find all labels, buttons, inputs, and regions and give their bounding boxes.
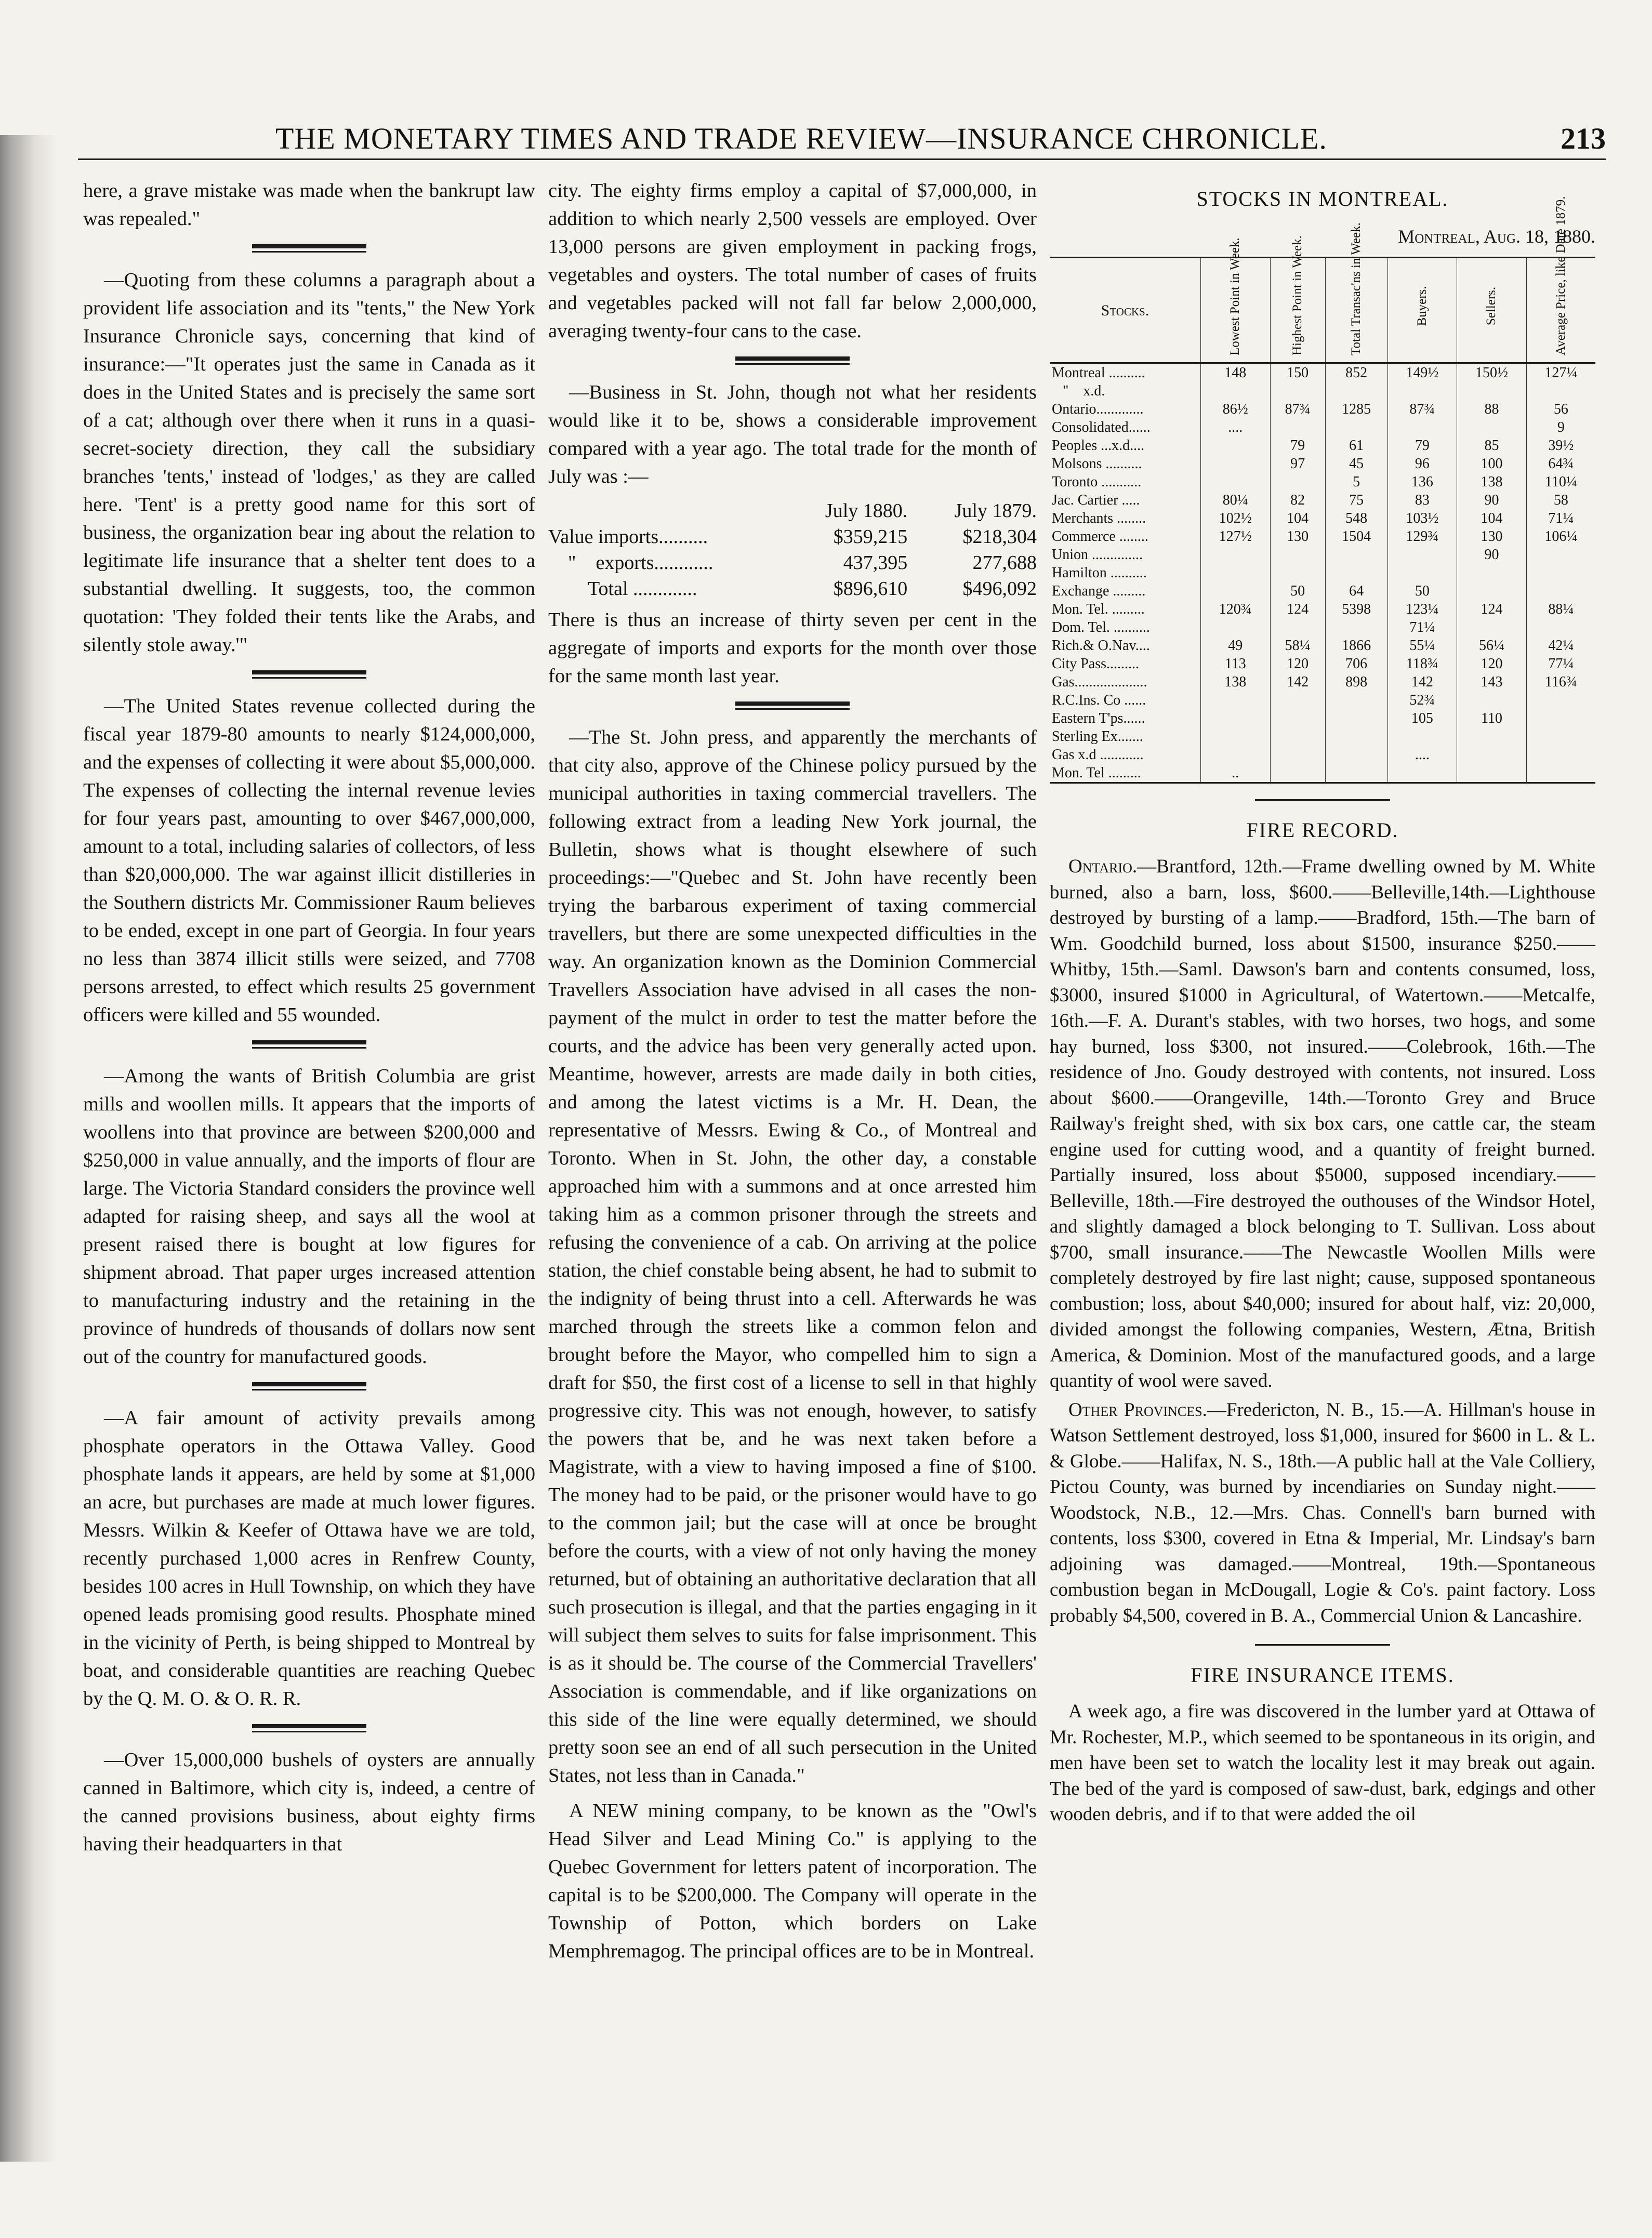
stock-value: 105: [1387, 709, 1457, 727]
trade-table: [548, 498, 1037, 602]
section-divider: [252, 1040, 366, 1049]
stock-name: Hamilton ..........: [1052, 565, 1147, 581]
trade-col-b: July 1879.: [954, 500, 1037, 522]
stock-row: [1050, 600, 1595, 618]
stock-name: Jac. Cartier .....: [1052, 492, 1140, 508]
stock-value: 52¾: [1387, 691, 1457, 709]
section-divider: [252, 244, 366, 253]
stock-value: [1325, 546, 1387, 564]
stock-name: Dom. Tel. ..........: [1052, 619, 1150, 635]
stock-value: [1526, 746, 1595, 764]
stock-row: [1050, 418, 1595, 436]
stock-value: 127½: [1201, 527, 1271, 546]
column-3: [1050, 177, 1595, 1831]
stock-value: [1325, 746, 1387, 764]
stock-row: [1050, 400, 1595, 418]
stock-value: [1457, 582, 1527, 600]
stock-row: [1050, 764, 1595, 783]
stock-value: 5398: [1325, 600, 1387, 618]
stock-value: 104: [1457, 509, 1527, 527]
stock-value: 79: [1387, 436, 1457, 455]
stock-value: [1325, 618, 1387, 637]
stock-value: 150½: [1457, 363, 1527, 382]
stock-value: [1526, 546, 1595, 564]
stock-value: [1457, 691, 1527, 709]
stock-value: 85: [1457, 436, 1527, 455]
stock-value: [1526, 691, 1595, 709]
stock-name: Commerce ........: [1052, 528, 1148, 545]
stock-row: [1050, 746, 1595, 764]
fire-record-ontario: [1050, 854, 1595, 1394]
stock-value: 5: [1325, 473, 1387, 491]
article-paragraph: —The St. John press, and apparently the merchants of that city also, approve of the Chinese policy pursued by the municipal authorities in taxing commercial travellers. The following extract from a leading New York journal, the Bulletin, shows what is thought elsewhere of such proceedings:—"Quebec and St. John have recently been trying the barbarous experiment of taxing commercial travellers, but there are some unexpected difficulties in the way. An organization known as the Dominion Commercial Travellers Association have advised in all cases the non-payment of the mulct in order to test the matter before the courts, and the advice has been very generally acted upon. Meantime, however, arrests are made daily in both cities, and among the latest victims is a Mr. H. Dean, the representative of Messrs. Ewing & Co., of Montreal and Toronto. When in St. John, the other day, a constable approached him with a summons and at once arrested him taking him as a common prisoner through the streets and refusing the convenience of a cab. On arriving at the police station, the chief constable being absent, he had to submit to the indignity of being thrust into a cell. Afterwards he was marched through the streets like a common felon and brought before the Mayor, who compelled him to sign a draft for $50, the first cost of a license to sell in that highly progressive city. This was not enough, however, to satisfy the powers that be, and he was next taken before a Magistrate, with a view to having imposed a fine of $100. The money had to be paid, or the prisoner would have to go to the common jail; but the case will at once be brought before the courts, with a view of not only having the money returned, but of obtaining an authoritative declaration that all such prosecution is illegal, and that the parties engaging in it will subject them selves to suits for false imprisonment. This is as it should be. The course of the Commercial Travellers' Association is commendable, and if like organizations on this side of the line were equally determined, we should pretty soon see an end of all such persecution in the United States, not less than in Canada.": [548, 726, 1037, 1786]
stock-name: Mon. Tel .........: [1052, 765, 1141, 781]
stock-value: [1387, 727, 1457, 746]
stock-value: 104: [1270, 509, 1325, 527]
stock-value: 149½: [1387, 363, 1457, 382]
stock-value: [1270, 727, 1325, 746]
stock-value: [1201, 582, 1271, 600]
stock-value: 130: [1457, 527, 1527, 546]
stock-value: 120: [1457, 655, 1527, 673]
stock-value: 56¼: [1457, 637, 1527, 655]
stock-value: [1387, 382, 1457, 400]
trade-header-row: [548, 498, 1037, 524]
trade-label: " exports............: [548, 552, 713, 574]
stock-row: [1050, 673, 1595, 691]
stock-value: [1526, 727, 1595, 746]
stock-value: 148: [1201, 363, 1271, 382]
article-paragraph: —Quoting from these columns a paragraph about a provident life association and its "tents," the New York Insurance Chronicle says, concerning that kind of insurance:—"It operates just the same in Canada as it does in the United States and is precisely the same sort of a cat; although over there when it runs in a quasi-secret-society direction, they call the subsidiary branches 'tents,' instead of 'lodges,' as they are called here. 'Tent' is a pretty good name for this sort of business, the organization bear ing about the relation to legitimate life insurance that a shelter tent does to a substantial dwelling. It suggests, too, the common quotation: 'They folded their tents like the Arabs, and silently stole away.'": [83, 269, 535, 656]
stock-value: 83: [1387, 491, 1457, 509]
stock-name: Merchants ........: [1052, 510, 1146, 526]
stock-name: Eastern T'ps......: [1052, 710, 1145, 726]
stock-row: [1050, 455, 1595, 473]
stock-value: 116¾: [1526, 673, 1595, 691]
stock-value: 100: [1457, 455, 1527, 473]
stock-value: 50: [1270, 582, 1325, 600]
stock-value: [1201, 618, 1271, 637]
stock-name: Ontario.............: [1052, 401, 1144, 417]
fire-insurance-heading: FIRE INSURANCE ITEMS.: [1191, 1663, 1455, 1687]
stock-value: [1526, 564, 1595, 582]
article-paragraph: —Over 15,000,000 bushels of oysters are annually canned in Baltimore, which city is, indeed, a centre of the canned provisions business, about eighty firms having their headquarters in that: [83, 1749, 535, 1855]
stock-value: 82: [1270, 491, 1325, 509]
stock-value: [1201, 691, 1271, 709]
stock-value: [1270, 764, 1325, 783]
stock-value: 138: [1457, 473, 1527, 491]
stock-value: [1526, 764, 1595, 783]
stock-row: [1050, 509, 1595, 527]
stock-value: [1387, 564, 1457, 582]
stock-value: [1457, 746, 1527, 764]
stock-value: [1457, 618, 1527, 637]
trade-col-a: July 1880.: [825, 500, 908, 522]
stock-name: Sterling Ex.......: [1052, 729, 1143, 745]
stock-value: [1270, 382, 1325, 400]
stock-name: Montreal ..........: [1052, 365, 1145, 381]
section-divider: [252, 670, 366, 679]
stock-value: [1201, 455, 1271, 473]
stock-value: 852: [1325, 363, 1387, 382]
stock-value: 9: [1526, 418, 1595, 436]
stock-value: [1325, 727, 1387, 746]
article-paragraph: —Business in St. John, though not what her residents would like it to be, shows a considerable improvement compared with a year ago. The total trade for the month of July was :—: [548, 381, 1037, 487]
stock-value: [1270, 618, 1325, 637]
stock-name: Mon. Tel. .........: [1052, 601, 1145, 617]
stock-value: 138: [1201, 673, 1271, 691]
stock-value: 120¾: [1201, 600, 1271, 618]
stock-name: Peoples ...x.d....: [1052, 438, 1145, 454]
stock-name: Molsons ..........: [1052, 456, 1142, 472]
stock-value: 86½: [1201, 400, 1271, 418]
stock-row: [1050, 546, 1595, 564]
stock-value: [1387, 418, 1457, 436]
stock-value: [1201, 727, 1271, 746]
stock-value: 79: [1270, 436, 1325, 455]
stock-name: Toronto ...........: [1052, 474, 1142, 490]
stock-value: [1325, 764, 1387, 783]
article-paragraph: here, a grave mistake was made when the bankrupt law was repealed.": [83, 180, 535, 230]
stock-value: 706: [1325, 655, 1387, 673]
column-header: Highest Point in Week.: [1270, 258, 1325, 363]
trade-label: Total .............: [548, 578, 697, 600]
stock-value: 142: [1270, 673, 1325, 691]
stock-value: [1201, 436, 1271, 455]
stock-value: 129¾: [1387, 527, 1457, 546]
stock-value: [1325, 709, 1387, 727]
stock-value: 118¾: [1387, 655, 1457, 673]
stock-value: [1457, 764, 1527, 783]
section-divider: [735, 356, 850, 365]
trade-row: [548, 550, 1037, 576]
stock-row: [1050, 618, 1595, 637]
stocks-heading: STOCKS IN MONTREAL.: [1196, 187, 1449, 210]
stock-value: 56: [1526, 400, 1595, 418]
article-paragraph: —Among the wants of British Columbia are grist mills and woollen mills. It appears that the imports of woollens into that province are between $200,000 and $250,000 in value annually, and the imports of flour are large. The Victoria Standard considers the province well adapted for raising sheep, and says all the wool at present raised there is bought at low figures for shipment abroad. That paper urges increased attention to manufacturing industry and the retaining in the province of hundreds of thousands of dollars now sent out of the country for manufactured goods.: [83, 1065, 535, 1368]
stock-value: [1270, 709, 1325, 727]
stock-value: [1201, 546, 1271, 564]
trade-value: $359,215: [833, 526, 908, 548]
stock-value: 90: [1457, 491, 1527, 509]
stock-value: 143: [1457, 673, 1527, 691]
stock-value: [1270, 546, 1325, 564]
fire-record-text: —Brantford, 12th.—Frame dwelling owned by M. White burned, also a barn, loss, $600.——Belleville,14th.—Lighthouse destroyed by bursting of a lamp.——Bradford, 15th.—The barn of Wm. Goodchild burned, loss about $1500, insurance $250.——Whitby, 15th.—Saml. Dawson's barn and contents consumed, loss, $3000, insured $1000 in Agricultural, of Watertown.——Metcalfe, 16th.—F. A. Durant's stables, with two horses, two hogs, and some hay burned, loss $300, not insured.——Colebrook, 16th.—The residence of Jno. Goudy destroyed with contents, not insured. Loss about $600.——Orangeville, 14th.—Toronto Grey and Bruce Railway's freight shed, with six box cars, one cattle car, the steam engine used for cutting wood, and a quantity of freight burned. Partially insured, loss about $5000, supposed incendiary.——Belleville, 18th.—Fire destroyed the outhouses of the Windsor Hotel, and slightly damaged a block belonging to T. Sullivan. Loss about $700, small insurance.——The Newcastle Woollen Mills were completely destroyed by fire last night; cause, supposed spontaneous combustion; loss, about $40,000; insured for about half, viz: 20,000, divided amongst the following companies, Western, Ætna, British America, & Dominion. Most of the manufactured goods, and a large quantity of wool were saved.: [1050, 856, 1595, 1392]
region-lead: Other Provinces.: [1068, 1399, 1207, 1421]
stock-row: [1050, 709, 1595, 727]
stock-value: ....: [1201, 418, 1271, 436]
stock-value: 64¾: [1526, 455, 1595, 473]
column-header: Lowest Point in Week.: [1201, 258, 1271, 363]
stock-value: 142: [1387, 673, 1457, 691]
stock-value: [1270, 473, 1325, 491]
stock-value: [1526, 382, 1595, 400]
stock-name: " x.d.: [1052, 383, 1105, 399]
article-paragraph: city. The eighty firms employ a capital of $7,000,000, in addition to which nearly 2,500 vessels are employed. Over 13,000 persons are given employment in packing frogs, vegetables and oysters. The total number of cases of fruits and vegetables packed will not fall far below 2,000,000, averaging twenty-four cans to the case.: [548, 180, 1037, 342]
stock-value: 64: [1325, 582, 1387, 600]
stock-value: 87¾: [1387, 400, 1457, 418]
page-number: 213: [1561, 122, 1606, 155]
column-header: Stocks.: [1050, 258, 1201, 363]
stock-value: 80¼: [1201, 491, 1271, 509]
section-divider: [252, 1382, 366, 1391]
column-header: Sellers.: [1457, 258, 1527, 363]
stock-value: 110: [1457, 709, 1527, 727]
section-divider: [252, 1724, 366, 1732]
section-divider: [1255, 1644, 1390, 1649]
stock-value: ..: [1201, 764, 1271, 783]
stock-name: Gas....................: [1052, 674, 1147, 690]
stock-value: [1270, 418, 1325, 436]
trade-value: 277,688: [972, 552, 1037, 574]
stock-value: 90: [1457, 546, 1527, 564]
section-divider: [1255, 799, 1390, 804]
stock-value: 1504: [1325, 527, 1387, 546]
column-header: Total Transac'ns in Week.: [1325, 258, 1387, 363]
stock-value: 88: [1457, 400, 1527, 418]
trade-row: [548, 524, 1037, 550]
stock-value: 127¼: [1526, 363, 1595, 382]
stock-value: 97: [1270, 455, 1325, 473]
stock-name: Rich.& O.Nav....: [1052, 638, 1150, 654]
stock-value: 120: [1270, 655, 1325, 673]
stock-value: [1201, 382, 1271, 400]
stock-value: [1270, 746, 1325, 764]
stock-value: 75: [1325, 491, 1387, 509]
stock-row: [1050, 691, 1595, 709]
section-divider: [735, 701, 850, 710]
stock-row: [1050, 655, 1595, 673]
stock-value: 1866: [1325, 637, 1387, 655]
stock-name: Exchange .........: [1052, 583, 1146, 599]
stock-value: 55¼: [1387, 637, 1457, 655]
stock-name: Gas x.d ............: [1052, 747, 1144, 763]
stock-value: [1457, 418, 1527, 436]
stock-value: [1201, 709, 1271, 727]
stock-value: [1325, 382, 1387, 400]
stock-row: [1050, 363, 1595, 382]
stock-value: 106¼: [1526, 527, 1595, 546]
stock-value: [1270, 691, 1325, 709]
fire-record-heading: FIRE RECORD.: [1246, 818, 1399, 842]
stock-value: 58: [1526, 491, 1595, 509]
article-paragraph: A week ago, a fire was discovered in the lumber yard at Ottawa of Mr. Rochester, M.P., which seemed to be spontaneous in its origin, and men have been set to watch the locality lest it may break out again. The bed of the yard is composed of saw-dust, bark, edgings and other wooden debris, and if to that were added the oil: [1050, 1701, 1595, 1825]
stock-value: [1325, 691, 1387, 709]
stock-row: [1050, 727, 1595, 746]
stock-row: [1050, 564, 1595, 582]
stock-value: 124: [1457, 600, 1527, 618]
stock-value: 123¼: [1387, 600, 1457, 618]
stock-value: 96: [1387, 455, 1457, 473]
trade-value: 437,395: [843, 552, 908, 574]
stock-name: Consolidated......: [1052, 419, 1151, 435]
trade-value: $896,610: [833, 578, 908, 600]
page-header: [78, 112, 1606, 160]
article-paragraph: —A fair amount of activity prevails among phosphate operators in the Ottawa Valley. Good phosphate lands it appears, are held by some at $1,000 an acre, but purchases are made at much lower figures. Messrs. Wilkin & Keefer of Ottawa have we are told, recently purchased 1,000 acres in Renfrew County, besides 100 acres in Hull Township, on which they have opened leads promising good results. Phosphate mined in the vicinity of Perth, is being shipped to Montreal by boat, and considerable quantities are reaching Quebec by the Q. M. O. & O. R. R.: [83, 1407, 535, 1710]
stock-row: [1050, 491, 1595, 509]
stock-value: 61: [1325, 436, 1387, 455]
stock-value: [1526, 618, 1595, 637]
stocks-dateline: Montreal, Aug. 18, 1880.: [1398, 226, 1595, 247]
stock-value: 71¼: [1526, 509, 1595, 527]
stock-value: 42¼: [1526, 637, 1595, 655]
stock-value: 71¼: [1387, 618, 1457, 637]
stock-value: [1325, 564, 1387, 582]
stock-value: 548: [1325, 509, 1387, 527]
stock-value: 130: [1270, 527, 1325, 546]
article-paragraph: —The United States revenue collected during the fiscal year 1879-80 amounts to nearly $124,000,000, and the expenses of collecting it were about $5,000,000. The expenses of collecting the internal revenue levies for four years past, amounting to over $467,000,000, amount to a total, including salaries of collectors, of less than $20,000,000. The war against illicit distilleries in the Southern districts Mr. Commissioner Raum believes to be ended, except in one part of Georgia. In four years no less than 3874 illicit stills were seized, and 7708 persons arrested, to effect which results 25 government officers were killed and 55 wounded.: [83, 695, 535, 1026]
stock-row: [1050, 527, 1595, 546]
stock-name: R.C.Ins. Co ......: [1052, 692, 1146, 708]
stock-value: 1285: [1325, 400, 1387, 418]
stock-value: [1270, 564, 1325, 582]
region-lead: Ontario.: [1068, 856, 1138, 877]
column-header: Buyers.: [1387, 258, 1457, 363]
stock-row: [1050, 473, 1595, 491]
fire-record-other: [1050, 1397, 1595, 1629]
masthead-title: THE MONETARY TIMES AND TRADE REVIEW—INSURANCE CHRONICLE.: [275, 122, 1327, 155]
stock-value: 110¼: [1526, 473, 1595, 491]
stock-name: City Pass.........: [1052, 656, 1140, 672]
column-header: Average Price, like Date 1879.: [1526, 258, 1595, 363]
article-paragraph: A NEW mining company, to be known as the "Owl's Head Silver and Lead Mining Co." is applying to the Quebec Government for letters patent of incorporation. The capital is to be $200,000. The Company will operate in the Township of Potton, which borders on Lake Memphremagog. The principal offices are to be in Montreal.: [548, 1800, 1037, 1962]
stock-value: [1201, 564, 1271, 582]
stock-value: [1387, 764, 1457, 783]
stock-value: 150: [1270, 363, 1325, 382]
trade-value: $218,304: [962, 526, 1037, 548]
article-paragraph: There is thus an increase of thirty seven per cent in the aggregate of imports and exports for the month over those for the same month last year.: [548, 609, 1037, 687]
stock-value: 124: [1270, 600, 1325, 618]
fire-record-text: —Fredericton, N. B., 15.—A. Hillman's house in Watson Settlement destroyed, loss $1,000, insured for $600 in L. & L. & Globe.——Halifax, N. S., 18th.—A public hall at the Vale Colliery, Pictou County, was burned by incendiaries on Sunday night.——Woodstock, N.B., 12.—Mrs. Chas. Connell's barn burned with contents, loss $300, covered in Etna & Imperial, Mr. Lindsay's barn adjoining was damaged.——Montreal, 19th.—Spontaneous combustion began in McDougall, Logie & Co's. paint factory. Loss probably $4,500, covered in B. A., Commercial Union & Lancashire.: [1050, 1399, 1595, 1626]
stock-value: [1526, 709, 1595, 727]
stock-row: [1050, 582, 1595, 600]
stock-value: 39½: [1526, 436, 1595, 455]
stock-name: Union ..............: [1052, 547, 1143, 563]
stock-value: [1457, 727, 1527, 746]
trade-value: $496,092: [962, 578, 1037, 600]
stocks-header-row: [1050, 258, 1595, 363]
stock-value: 103½: [1387, 509, 1457, 527]
stock-value: [1526, 582, 1595, 600]
stock-value: 88¼: [1526, 600, 1595, 618]
stock-value: ....: [1387, 746, 1457, 764]
stock-value: 58¼: [1270, 637, 1325, 655]
stock-value: 45: [1325, 455, 1387, 473]
stock-row: [1050, 637, 1595, 655]
stock-value: [1457, 382, 1527, 400]
stock-value: 77¼: [1526, 655, 1595, 673]
binding-shadow: [0, 135, 57, 2162]
stock-value: 49: [1201, 637, 1271, 655]
stock-value: 50: [1387, 582, 1457, 600]
column-2: [548, 177, 1037, 1972]
stock-value: 87¾: [1270, 400, 1325, 418]
stock-value: 102½: [1201, 509, 1271, 527]
stock-value: [1387, 546, 1457, 564]
stock-value: 136: [1387, 473, 1457, 491]
trade-row: [548, 576, 1037, 602]
column-1: [83, 177, 535, 1865]
stock-value: 898: [1325, 673, 1387, 691]
trade-label: Value imports..........: [548, 526, 708, 548]
stock-value: [1457, 564, 1527, 582]
stock-value: [1325, 418, 1387, 436]
stock-row: [1050, 382, 1595, 400]
stock-value: 113: [1201, 655, 1271, 673]
stock-value: [1201, 746, 1271, 764]
stock-value: [1201, 473, 1271, 491]
stock-row: [1050, 436, 1595, 455]
